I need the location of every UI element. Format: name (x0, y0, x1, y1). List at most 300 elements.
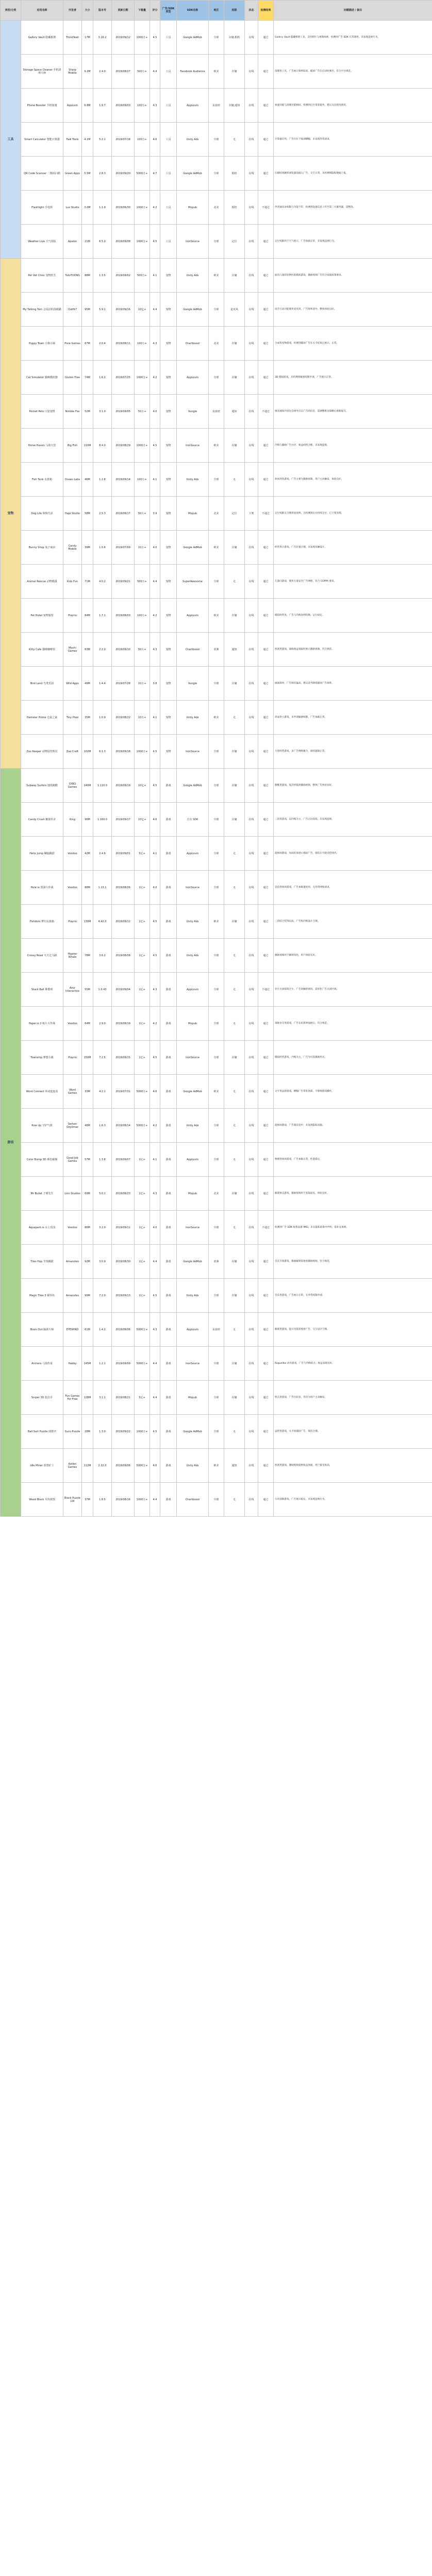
genre-cell[interactable]: 宠物 (160, 531, 177, 565)
size-cell[interactable]: 145M (82, 1347, 93, 1381)
region-cell[interactable]: 亚洲 (209, 633, 224, 667)
genre-cell[interactable]: 工具 (160, 21, 177, 55)
sdk-cell[interactable]: IronSource (177, 735, 209, 769)
status-cell[interactable]: 在线 (245, 633, 258, 667)
version-cell[interactable]: 1.6.3 (93, 1109, 112, 1143)
genre-cell[interactable]: 工具 (160, 157, 177, 191)
permissions-cell[interactable]: 存储 (224, 905, 245, 939)
genre-cell[interactable]: 游戏 (160, 769, 177, 803)
table-row[interactable] (1, 1313, 432, 1347)
permissions-cell[interactable]: 无 (224, 1007, 245, 1041)
genre-cell[interactable]: 游戏 (160, 1211, 177, 1245)
region-cell[interactable]: 东南亚 (209, 395, 224, 429)
version-cell[interactable]: 3.1.1 (93, 1381, 112, 1415)
update-date-cell[interactable]: 2019/07/31 (112, 1075, 135, 1109)
permissions-cell[interactable]: 无 (224, 1313, 245, 1347)
result-cell[interactable]: 不通过 (258, 973, 274, 1007)
update-date-cell[interactable]: 2019/09/11 (112, 1211, 135, 1245)
result-cell[interactable]: 不通过 (258, 1211, 274, 1245)
table-row[interactable] (1, 1143, 432, 1177)
rating-cell[interactable]: 4.7 (150, 157, 160, 191)
publisher-cell[interactable]: Playrix (63, 599, 82, 633)
rating-cell[interactable]: 4.5 (150, 939, 160, 973)
downloads-cell[interactable]: 10万+ (135, 531, 150, 565)
version-cell[interactable]: 2.2.0 (93, 633, 112, 667)
sdk-cell[interactable]: Mopub (177, 497, 209, 531)
category-cell[interactable]: 游戏 (1, 769, 21, 1517)
update-date-cell[interactable]: 2019/07/25 (112, 361, 135, 395)
rating-cell[interactable]: 4.3 (150, 1177, 160, 1211)
genre-cell[interactable]: 宠物 (160, 599, 177, 633)
notes-cell[interactable]: 检测到广告 SDK 收集设备 IMEI，未在隐私政策中声明，需补充说明。 (274, 1211, 432, 1245)
downloads-cell[interactable]: 1000万+ (135, 225, 150, 259)
sdk-cell[interactable]: Mopub (177, 1381, 209, 1415)
app-name-cell[interactable]: Stack Ball 堆叠球 (21, 973, 63, 1007)
notes-cell[interactable]: 儿童向游戏，使用儿童安全广告网络，符合 COPPA 要求。 (274, 565, 432, 599)
downloads-cell[interactable]: 500万+ (135, 259, 150, 293)
status-cell[interactable]: 在线 (245, 1415, 258, 1449)
update-date-cell[interactable]: 2019/09/12 (112, 21, 135, 55)
sdk-cell[interactable]: Mopub (177, 1177, 209, 1211)
genre-cell[interactable]: 游戏 (160, 1143, 177, 1177)
version-cell[interactable]: 1.4.4 (93, 667, 112, 701)
update-date-cell[interactable]: 2019/07/18 (112, 123, 135, 157)
publisher-cell[interactable]: Mochi Games (63, 633, 82, 667)
permissions-cell[interactable]: 无 (224, 701, 245, 735)
category-cell[interactable]: 工具 (1, 21, 21, 259)
result-cell[interactable]: 通过 (258, 225, 274, 259)
size-cell[interactable]: 74M (82, 361, 93, 395)
rating-cell[interactable]: 4.0 (150, 871, 160, 905)
update-date-cell[interactable]: 2019/09/04 (112, 973, 135, 1007)
downloads-cell[interactable]: 100万+ (135, 89, 150, 123)
notes-cell[interactable]: 加速功能与清理功能相同，检测到后台常驻服务，建议关注耗电情况。 (274, 89, 432, 123)
size-cell[interactable]: 42M (82, 837, 93, 871)
result-cell[interactable]: 通过 (258, 1347, 274, 1381)
table-row[interactable] (1, 1449, 432, 1483)
downloads-cell[interactable]: 5000万+ (135, 157, 150, 191)
update-date-cell[interactable]: 2019/08/19 (112, 1007, 135, 1041)
app-name-cell[interactable]: Tiles Hop 节奏跳跃 (21, 1245, 63, 1279)
notes-cell[interactable]: 画面简单，广告频次偏高，建议适当降低插屏广告频率。 (274, 667, 432, 701)
app-name-cell[interactable]: Ball Sort Puzzle 球排序 (21, 1415, 63, 1449)
size-cell[interactable]: 88M (82, 259, 93, 293)
sdk-cell[interactable]: Facebook Audience (177, 55, 209, 89)
size-cell[interactable]: 55M (82, 973, 93, 1007)
region-cell[interactable]: 欧美 (209, 1449, 224, 1483)
genre-cell[interactable]: 游戏 (160, 1041, 177, 1075)
rating-cell[interactable]: 3.9 (150, 497, 160, 531)
table-row[interactable] (1, 191, 432, 225)
permissions-cell[interactable]: 无 (224, 1075, 245, 1109)
rating-cell[interactable]: 4.0 (150, 395, 160, 429)
publisher-cell[interactable]: Sharp Mobile (63, 55, 82, 89)
permissions-cell[interactable]: 通知 (224, 395, 245, 429)
table-row[interactable] (1, 1109, 432, 1143)
rating-cell[interactable]: 4.3 (150, 89, 160, 123)
status-cell[interactable]: 在线 (245, 463, 258, 497)
genre-cell[interactable]: 游戏 (160, 905, 177, 939)
app-name-cell[interactable]: Cat Simulator 猫咪模拟器 (21, 361, 63, 395)
sdk-cell[interactable]: AppLovin (177, 1143, 209, 1177)
sdk-cell[interactable]: Google AdMob (177, 531, 209, 565)
app-name-cell[interactable]: Smart Calculator 智能计算器 (21, 123, 63, 157)
region-cell[interactable]: 亚洲 (209, 1245, 224, 1279)
header-update-date[interactable]: 更新日期 (112, 1, 135, 21)
region-cell[interactable]: 北美 (209, 327, 224, 361)
table-row[interactable] (1, 123, 432, 157)
genre-cell[interactable]: 宠物 (160, 497, 177, 531)
update-date-cell[interactable]: 2019/06/30 (112, 191, 135, 225)
downloads-cell[interactable]: 1000万+ (135, 1415, 150, 1449)
rating-cell[interactable]: 4.5 (150, 735, 160, 769)
version-cell[interactable]: 5.9.1 (93, 293, 112, 327)
update-date-cell[interactable]: 2019/09/17 (112, 803, 135, 837)
update-date-cell[interactable]: 2019/08/27 (112, 55, 135, 89)
result-cell[interactable]: 通过 (258, 1313, 274, 1347)
size-cell[interactable]: 96M (82, 803, 93, 837)
app-name-cell[interactable]: Hole.io 黑洞大作战 (21, 871, 63, 905)
sdk-cell[interactable]: IronSource (177, 1347, 209, 1381)
table-row[interactable] (1, 1245, 432, 1279)
downloads-cell[interactable]: 5亿+ (135, 837, 150, 871)
update-date-cell[interactable]: 2019/09/12 (112, 905, 135, 939)
version-cell[interactable]: 1.0.43 (93, 973, 112, 1007)
table-row[interactable] (1, 667, 432, 701)
region-cell[interactable]: 全球 (209, 803, 224, 837)
permissions-cell[interactable]: 相机 (224, 191, 245, 225)
size-cell[interactable]: 61M (82, 1313, 93, 1347)
publisher-cell[interactable]: Wild Apps (63, 667, 82, 701)
version-cell[interactable]: 1.160.0 (93, 803, 112, 837)
sdk-cell[interactable]: Unity Ads (177, 1109, 209, 1143)
genre-cell[interactable]: 宠物 (160, 327, 177, 361)
table-row[interactable] (1, 1007, 432, 1041)
sdk-cell[interactable]: AppLovin (177, 599, 209, 633)
publisher-cell[interactable]: Habby (63, 1347, 82, 1381)
publisher-cell[interactable]: Kids Fun (63, 565, 82, 599)
permissions-cell[interactable]: 存储 (224, 1177, 245, 1211)
table-row[interactable] (1, 157, 432, 191)
permissions-cell[interactable]: 存储 (224, 259, 245, 293)
permissions-cell[interactable]: 无 (224, 1211, 245, 1245)
size-cell[interactable]: 78M (82, 939, 93, 973)
rating-cell[interactable]: 4.5 (150, 769, 160, 803)
notes-cell[interactable]: 三消结合装饰玩法，广告和内购设计合理。 (274, 905, 432, 939)
update-date-cell[interactable]: 2019/09/18 (112, 735, 135, 769)
rating-cell[interactable]: 4.4 (150, 1381, 160, 1415)
app-name-cell[interactable]: Zoo Keeper 动物园管理员 (21, 735, 63, 769)
result-cell[interactable]: 通过 (258, 599, 274, 633)
status-cell[interactable]: 在线 (245, 1381, 258, 1415)
table-row[interactable] (1, 599, 432, 633)
app-name-cell[interactable]: Crossy Road 天天过马路 (21, 939, 63, 973)
table-row[interactable] (1, 21, 432, 55)
genre-cell[interactable]: 宠物 (160, 701, 177, 735)
version-cell[interactable]: 1.3.8 (93, 1143, 112, 1177)
sdk-cell[interactable]: SuperAwesome (177, 565, 209, 599)
result-cell[interactable]: 通过 (258, 1415, 274, 1449)
genre-cell[interactable]: 游戏 (160, 1313, 177, 1347)
version-cell[interactable]: 2.5.3 (93, 497, 112, 531)
notes-cell[interactable]: 解谜射击游戏，激励视频用于获取道具，体验良好。 (274, 1177, 432, 1211)
rating-cell[interactable]: 4.4 (150, 293, 160, 327)
publisher-cell[interactable]: Fun Games For Free (63, 1381, 82, 1415)
status-cell[interactable]: 在线 (245, 429, 258, 463)
rating-cell[interactable]: 4.1 (150, 701, 160, 735)
downloads-cell[interactable]: 50万+ (135, 633, 150, 667)
update-date-cell[interactable]: 2019/09/15 (112, 1041, 135, 1075)
publisher-cell[interactable]: Guru Puzzle (63, 1415, 82, 1449)
genre-cell[interactable]: 游戏 (160, 1279, 177, 1313)
header-version[interactable]: 版本号 (93, 1, 112, 21)
rating-cell[interactable]: 4.5 (150, 1279, 160, 1313)
genre-cell[interactable]: 游戏 (160, 1007, 177, 1041)
publisher-cell[interactable]: Green Apps (63, 157, 82, 191)
header-status[interactable]: 状态 (245, 1, 258, 21)
version-cell[interactable]: 1.7.1 (93, 599, 112, 633)
result-cell[interactable]: 通过 (258, 803, 274, 837)
notes-cell[interactable]: 养成类小游戏，未申请敏感权限，广告加载正常。 (274, 701, 432, 735)
update-date-cell[interactable]: 2019/09/02 (112, 259, 135, 293)
sdk-cell[interactable]: Unity Ads (177, 259, 209, 293)
result-cell[interactable]: 通过 (258, 89, 274, 123)
downloads-cell[interactable]: 100万+ (135, 599, 150, 633)
permissions-cell[interactable]: 定位 (224, 497, 245, 531)
result-cell[interactable]: 通过 (258, 1177, 274, 1211)
rating-cell[interactable]: 4.1 (150, 463, 160, 497)
status-cell[interactable]: 在线 (245, 1279, 258, 1313)
status-cell[interactable]: 在线 (245, 1483, 258, 1517)
app-name-cell[interactable]: Township 梦想小镇 (21, 1041, 63, 1075)
status-cell[interactable]: 在线 (245, 1347, 258, 1381)
update-date-cell[interactable]: 2019/09/06 (112, 1449, 135, 1483)
permissions-cell[interactable]: 无 (224, 565, 245, 599)
publisher-cell[interactable]: Fadi Tools (63, 123, 82, 157)
permissions-cell[interactable]: 无 (224, 123, 245, 157)
permissions-cell[interactable]: 存储,通知 (224, 89, 245, 123)
downloads-cell[interactable]: 100万+ (135, 463, 150, 497)
notes-cell[interactable]: 物理类休闲游戏，广告加载正常，性能稳定。 (274, 1143, 432, 1177)
downloads-cell[interactable]: 1亿+ (135, 1177, 150, 1211)
publisher-cell[interactable]: Apalon (63, 225, 82, 259)
sdk-cell[interactable]: Chartboost (177, 1483, 209, 1517)
status-cell[interactable]: 在线 (245, 769, 258, 803)
app-name-cell[interactable]: Magic Tiles 3 钢琴块 (21, 1279, 63, 1313)
downloads-cell[interactable]: 10亿+ (135, 769, 150, 803)
table-row[interactable] (1, 327, 432, 361)
region-cell[interactable]: 全球 (209, 837, 224, 871)
result-cell[interactable]: 通过 (258, 905, 274, 939)
genre-cell[interactable]: 工具 (160, 123, 177, 157)
size-cell[interactable]: 48M (82, 1109, 93, 1143)
genre-cell[interactable]: 宠物 (160, 463, 177, 497)
downloads-cell[interactable]: 1亿+ (135, 1245, 150, 1279)
update-date-cell[interactable]: 2019/09/03 (112, 89, 135, 123)
sdk-cell[interactable]: IronSource (177, 429, 209, 463)
rating-cell[interactable]: 4.3 (150, 1313, 160, 1347)
publisher-cell[interactable]: Voodoo (63, 837, 82, 871)
sdk-cell[interactable]: Google AdMob (177, 293, 209, 327)
region-cell[interactable]: 欧美 (209, 429, 224, 463)
region-cell[interactable]: 全球 (209, 123, 224, 157)
size-cell[interactable]: 95M (82, 293, 93, 327)
result-cell[interactable]: 通过 (258, 327, 274, 361)
permissions-cell[interactable]: 无 (224, 1483, 245, 1517)
permissions-cell[interactable]: 存储 (224, 531, 245, 565)
update-date-cell[interactable]: 2019/09/09 (112, 1347, 135, 1381)
region-cell[interactable]: 欧美 (209, 1075, 224, 1109)
region-cell[interactable]: 全球 (209, 463, 224, 497)
notes-cell[interactable]: 大型经营游戏，多广告网络聚合，调用逻辑正常。 (274, 735, 432, 769)
app-name-cell[interactable]: QR Code Scanner 二维码扫描 (21, 157, 63, 191)
downloads-cell[interactable]: 1亿+ (135, 1279, 150, 1313)
region-cell[interactable]: 欧美 (209, 259, 224, 293)
update-date-cell[interactable]: 2019/08/21 (112, 1381, 135, 1415)
table-row[interactable] (1, 531, 432, 565)
publisher-cell[interactable]: Hapi Studio (63, 497, 82, 531)
version-cell[interactable]: 1.3.0 (93, 1415, 112, 1449)
genre-cell[interactable]: 游戏 (160, 803, 177, 837)
region-cell[interactable]: 全球 (209, 225, 224, 259)
genre-cell[interactable]: 游戏 (160, 871, 177, 905)
genre-cell[interactable]: 宠物 (160, 735, 177, 769)
rating-cell[interactable]: 4.6 (150, 123, 160, 157)
table-row[interactable] (1, 55, 432, 89)
sdk-cell[interactable]: Google AdMob (177, 1415, 209, 1449)
downloads-cell[interactable]: 50万+ (135, 497, 150, 531)
size-cell[interactable]: 84M (82, 599, 93, 633)
app-name-cell[interactable]: Pocket Pets 口袋宠物 (21, 395, 63, 429)
result-cell[interactable]: 通过 (258, 1245, 274, 1279)
notes-cell[interactable]: 音乐类游戏，广告展示正常，无异常权限申请。 (274, 1279, 432, 1313)
permissions-cell[interactable]: 通知 (224, 1449, 245, 1483)
rating-cell[interactable]: 4.5 (150, 905, 160, 939)
downloads-cell[interactable]: 5亿+ (135, 1381, 150, 1415)
permissions-cell[interactable]: 存储 (224, 361, 245, 395)
app-name-cell[interactable]: Dog Life 狗狗生活 (21, 497, 63, 531)
notes-cell[interactable]: 面向儿童的宠物医院模拟游戏，激励视频广告符合家庭政策要求。 (274, 259, 432, 293)
version-cell[interactable]: 2.4.0 (93, 55, 112, 89)
size-cell[interactable]: 57M (82, 1143, 93, 1177)
result-cell[interactable]: 通过 (258, 837, 274, 871)
publisher-cell[interactable]: SYBO Games (63, 769, 82, 803)
app-name-cell[interactable]: Wood Block 木块拼图 (21, 1483, 63, 1517)
table-row[interactable] (1, 1279, 432, 1313)
header-region[interactable]: 地区 (209, 1, 224, 21)
rating-cell[interactable]: 4.5 (150, 429, 160, 463)
rating-cell[interactable]: 4.1 (150, 837, 160, 871)
size-cell[interactable]: 86M (82, 1211, 93, 1245)
publisher-cell[interactable]: Hipster Whale (63, 939, 82, 973)
update-date-cell[interactable]: 2019/09/08 (112, 225, 135, 259)
downloads-cell[interactable]: 10亿+ (135, 803, 150, 837)
size-cell[interactable]: 112M (82, 1449, 93, 1483)
app-name-cell[interactable]: Pet Vet Clinic 宠物医生 (21, 259, 63, 293)
size-cell[interactable]: 21M (82, 225, 93, 259)
result-cell[interactable]: 通过 (258, 1381, 274, 1415)
update-date-cell[interactable]: 2019/09/07 (112, 1143, 135, 1177)
size-cell[interactable]: 150M (82, 1041, 93, 1075)
downloads-cell[interactable]: 1000万+ (135, 429, 150, 463)
rating-cell[interactable]: 4.4 (150, 1245, 160, 1279)
genre-cell[interactable]: 游戏 (160, 973, 177, 1007)
downloads-cell[interactable]: 100万+ (135, 123, 150, 157)
region-cell[interactable]: 全球 (209, 973, 224, 1007)
rating-cell[interactable]: 4.6 (150, 1449, 160, 1483)
region-cell[interactable]: 全球 (209, 667, 224, 701)
update-date-cell[interactable]: 2019/09/14 (112, 463, 135, 497)
table-row[interactable] (1, 1347, 432, 1381)
downloads-cell[interactable]: 1亿+ (135, 1041, 150, 1075)
sdk-cell[interactable]: Google AdMob (177, 157, 209, 191)
genre-cell[interactable]: 工具 (160, 55, 177, 89)
version-cell[interactable]: 3.2.0 (93, 1211, 112, 1245)
version-cell[interactable]: 1.8.5 (93, 1483, 112, 1517)
version-cell[interactable]: 1.9.7 (93, 89, 112, 123)
status-cell[interactable]: 在线 (245, 191, 258, 225)
rating-cell[interactable]: 4.5 (150, 1415, 160, 1449)
sdk-cell[interactable]: Google AdMob (177, 769, 209, 803)
size-cell[interactable]: 6.8M (82, 89, 93, 123)
genre-cell[interactable]: 宠物 (160, 259, 177, 293)
app-name-cell[interactable]: Bird Land 鸟类乐园 (21, 667, 63, 701)
region-cell[interactable]: 全球 (209, 361, 224, 395)
region-cell[interactable]: 全球 (209, 1041, 224, 1075)
sdk-cell[interactable]: IronSource (177, 871, 209, 905)
app-name-cell[interactable]: Mr Bullet 子弹先生 (21, 1177, 63, 1211)
downloads-cell[interactable]: 10万+ (135, 667, 150, 701)
status-cell[interactable]: 在线 (245, 89, 258, 123)
status-cell[interactable]: 在线 (245, 837, 258, 871)
sdk-cell[interactable]: Google AdMob (177, 21, 209, 55)
update-date-cell[interactable]: 2019/08/16 (112, 1483, 135, 1517)
permissions-cell[interactable]: 存储 (224, 1041, 245, 1075)
status-cell[interactable]: 在线 (245, 565, 258, 599)
version-cell[interactable]: 5.0.1 (93, 1177, 112, 1211)
rating-cell[interactable]: 4.1 (150, 259, 160, 293)
size-cell[interactable]: 39M (82, 531, 93, 565)
genre-cell[interactable]: 游戏 (160, 1245, 177, 1279)
notes-cell[interactable]: 领地争夺类游戏，广告在结算界面展示，符合规范。 (274, 1007, 432, 1041)
update-date-cell[interactable]: 2019/08/30 (112, 1245, 135, 1279)
downloads-cell[interactable]: 100万+ (135, 327, 150, 361)
notes-cell[interactable]: 合成类宠物游戏，检测到插屏广告在关卡结束后展示，正常。 (274, 327, 432, 361)
header-category[interactable]: 类别/分类 (1, 1, 21, 21)
table-row[interactable] (1, 871, 432, 905)
rating-cell[interactable]: 3.8 (150, 667, 160, 701)
app-name-cell[interactable]: Paper.io 2 纸片大作战 (21, 1007, 63, 1041)
app-name-cell[interactable]: Fish Tank 水族箱 (21, 463, 63, 497)
table-row[interactable] (1, 429, 432, 463)
status-cell[interactable]: 在线 (245, 1109, 258, 1143)
status-cell[interactable]: 在线 (245, 157, 258, 191)
genre-cell[interactable]: 游戏 (160, 1449, 177, 1483)
notes-cell[interactable]: Roguelike 动作游戏，广告与内购结合，收益表现良好。 (274, 1347, 432, 1381)
header-genre[interactable] (160, 1, 177, 21)
update-date-cell[interactable]: 2019/09/21 (112, 565, 135, 599)
size-cell[interactable]: 99M (82, 1279, 93, 1313)
notes-cell[interactable]: 模拟经营类，广告与内购比例均衡，运行稳定。 (274, 599, 432, 633)
version-cell[interactable]: 1.2.8 (93, 463, 112, 497)
version-cell[interactable]: 1.0.6 (93, 531, 112, 565)
app-name-cell[interactable]: Helix Jump 螺旋跳跃 (21, 837, 63, 871)
publisher-cell[interactable]: Playrix (63, 905, 82, 939)
table-row[interactable] (1, 633, 432, 667)
rating-cell[interactable]: 4.5 (150, 225, 160, 259)
table-row[interactable] (1, 293, 432, 327)
permissions-cell[interactable]: 无 (224, 1109, 245, 1143)
